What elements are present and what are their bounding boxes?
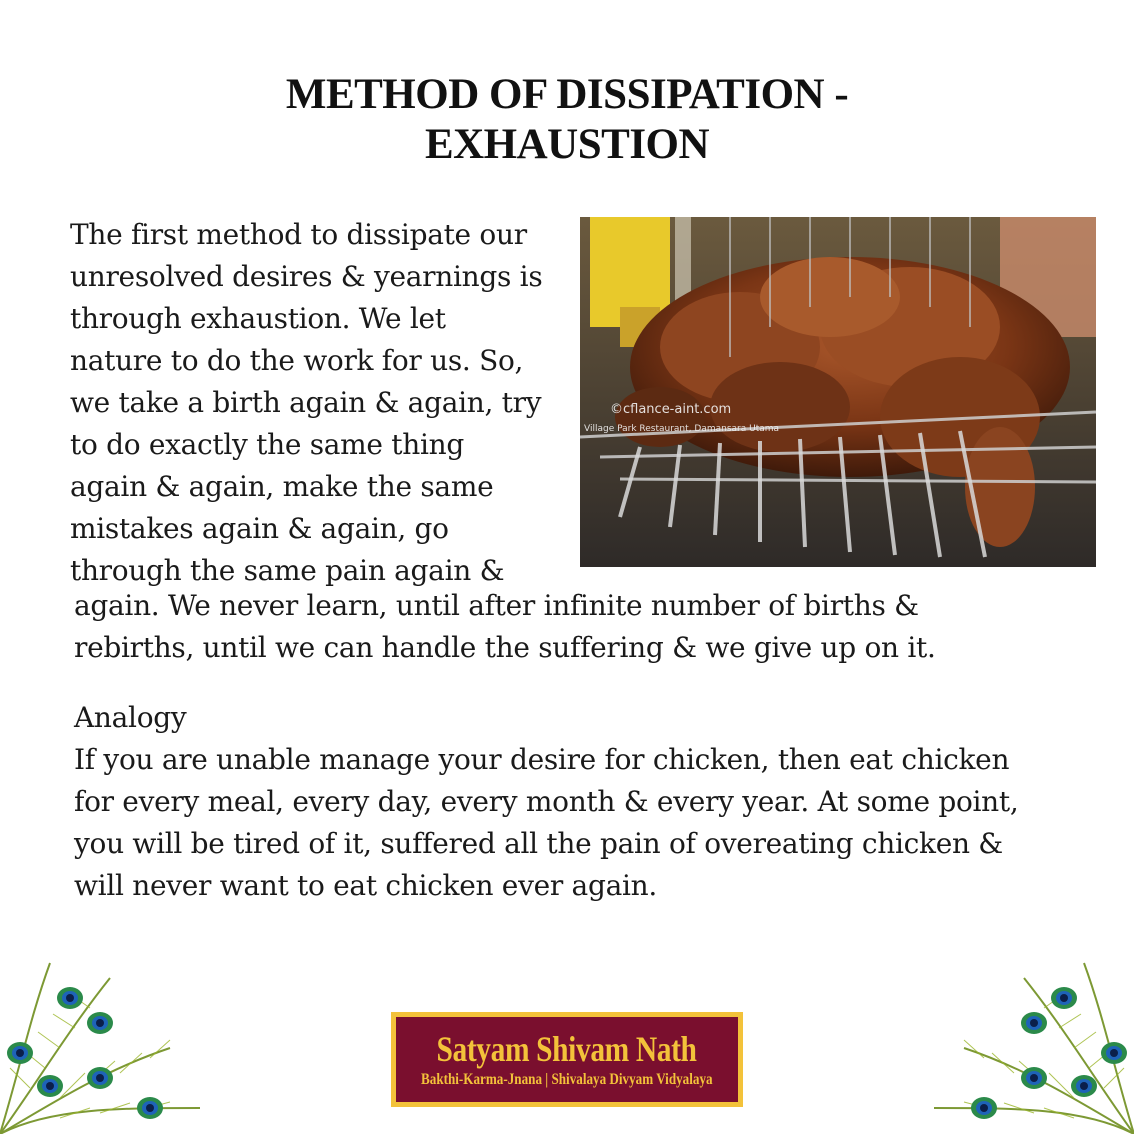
intro-line: through exhaustion. We let <box>70 302 446 335</box>
intro-line: The first method to dissipate our <box>70 218 527 251</box>
fried-chicken-photo <box>580 217 1096 567</box>
intro-line: again. We never learn, until after infinite number of births & <box>74 589 919 622</box>
title-line-2: EXHAUSTION <box>424 121 710 168</box>
analogy-heading: Analogy <box>74 701 187 734</box>
analogy-line: for every meal, every day, every month & every year. At some point, <box>74 785 1019 818</box>
brand-logo <box>391 1012 743 1107</box>
analogy-line: If you are unable manage your desire for chicken, then eat chicken <box>74 743 1010 776</box>
brand-logo-panel <box>396 1017 738 1102</box>
intro-line: mistakes again & again, go <box>70 512 449 545</box>
fried-chicken-image <box>580 217 1096 567</box>
peacock-feather-right-icon <box>919 958 1134 1134</box>
intro-line: rebirths, until we can handle the suffering & we give up on it. <box>74 631 936 664</box>
photo-caption: Village Park Restaurant, Damansara Utama <box>584 424 780 434</box>
intro-line: through the same pain again & <box>70 554 505 587</box>
intro-line: unresolved desires & yearnings is <box>70 260 543 293</box>
analogy-line: will never want to eat chicken ever again. <box>74 869 657 902</box>
title-line-1: METHOD OF DISSIPATION - <box>285 71 849 118</box>
peacock-feather-left-icon <box>0 958 215 1134</box>
intro-line: again & again, make the same <box>70 470 494 503</box>
analogy-section <box>74 697 1018 907</box>
intro-paragraph-continued <box>74 585 936 669</box>
brand-name: Satyam Shivam Nath <box>437 1028 697 1069</box>
intro-line: we take a birth again & again, try <box>70 386 542 419</box>
photo-watermark: ©cflance-aint.com <box>610 402 732 417</box>
intro-line: nature to do the work for us. So, <box>70 344 524 377</box>
page-title <box>0 70 1134 170</box>
intro-line: to do exactly the same thing <box>70 428 464 461</box>
analogy-line: you will be tired of it, suffered all the pain of overeating chicken & <box>74 827 1003 860</box>
brand-tagline: Bakthi-Karma-Jnana | Shivalaya Divyam Vidyalaya <box>421 1070 713 1088</box>
intro-paragraph-wrapped <box>70 214 542 592</box>
